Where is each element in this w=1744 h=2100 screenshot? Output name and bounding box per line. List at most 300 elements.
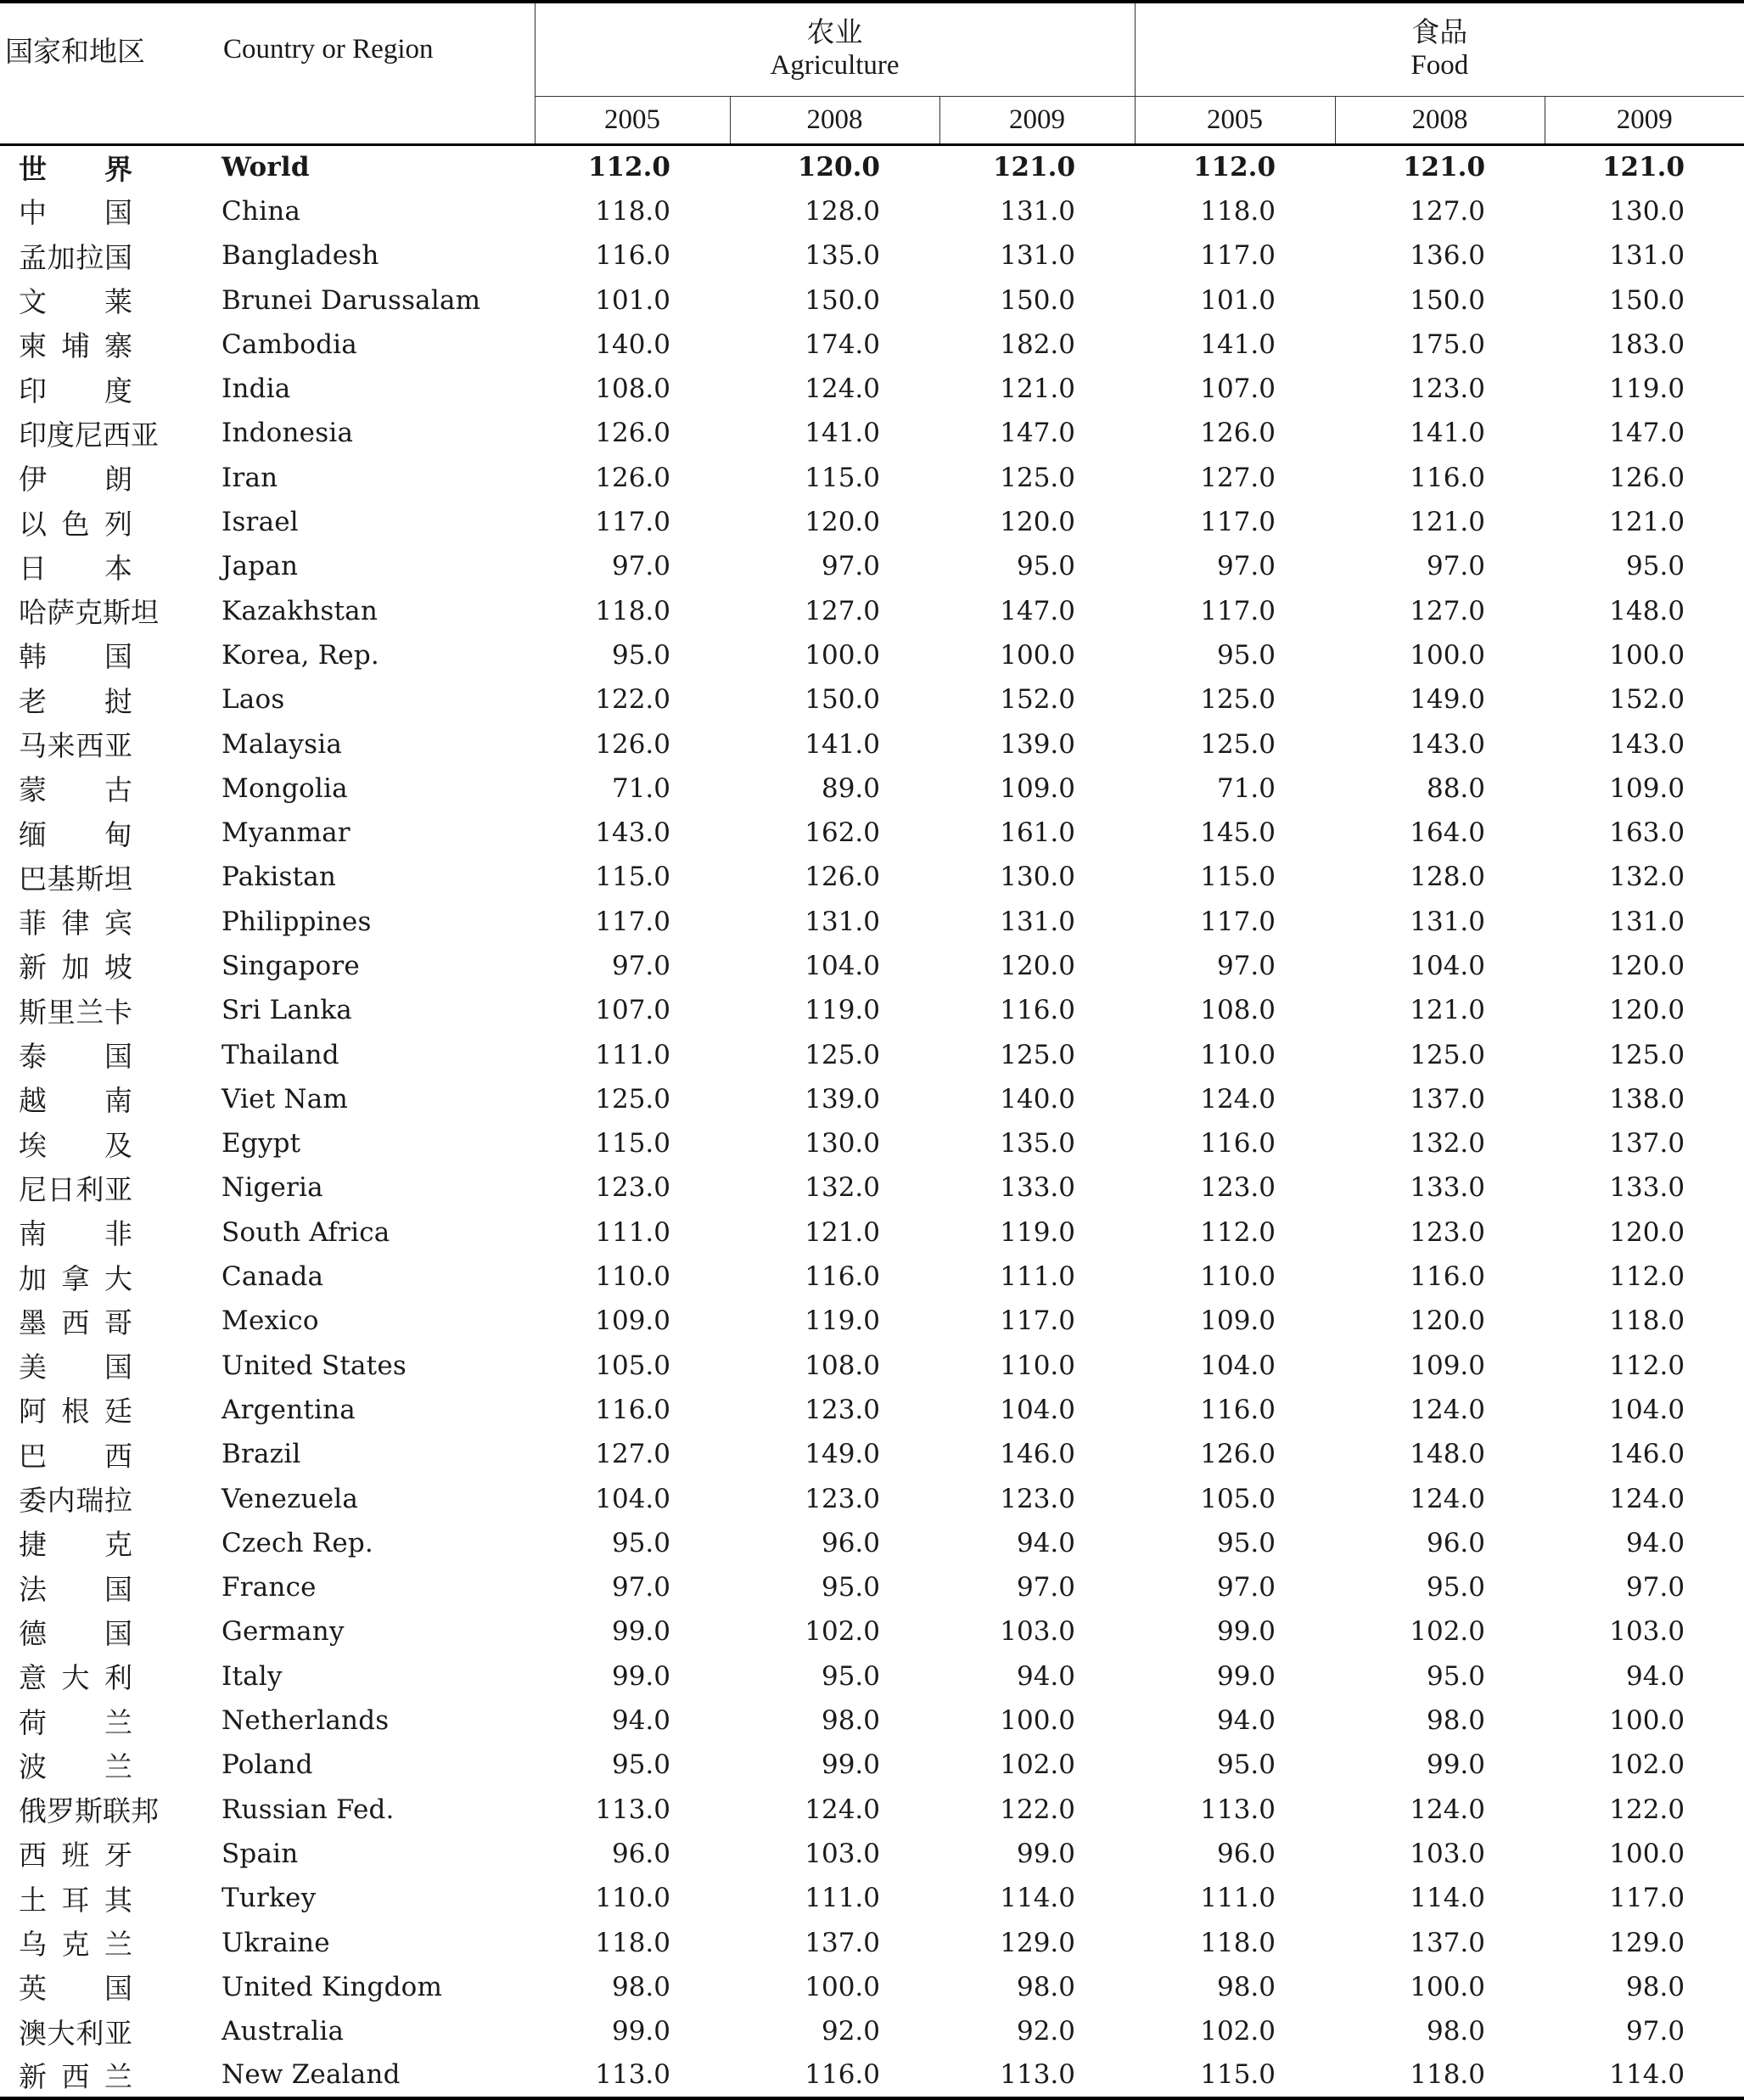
agriculture-index-cell: 135.0 xyxy=(805,240,880,272)
food-index-cell: 138.0 xyxy=(1609,1083,1685,1115)
food-index-cell: 114.0 xyxy=(1545,2053,1744,2097)
food-index-cell: 126.0 xyxy=(1200,418,1276,449)
food-index-cell: 109.0 xyxy=(1200,1305,1276,1337)
country-name-en: United States xyxy=(222,1350,407,1381)
column-header-cn-label: 国家和地区 xyxy=(5,37,145,69)
country-name-en: Kazakhstan xyxy=(222,595,379,626)
food-index-cell: 132.0 xyxy=(1609,862,1685,893)
food-index-cell: 104.0 xyxy=(1609,1394,1685,1425)
table-row xyxy=(0,1032,1744,1076)
column-header-cn xyxy=(0,2,215,97)
agriculture-index-cell: 117.0 xyxy=(595,906,670,937)
food-index-cell: 100.0 xyxy=(1609,1838,1685,1869)
food-index-cell: 110.0 xyxy=(1200,1039,1276,1070)
agriculture-index-cell: 116.0 xyxy=(730,2053,939,2097)
food-index-cell: 109.0 xyxy=(1609,772,1685,804)
country-name-cn xyxy=(0,278,215,322)
agriculture-index-cell: 111.0 xyxy=(595,1039,670,1070)
food-index-cell: 71.0 xyxy=(1216,772,1276,804)
country-name-en: South Africa xyxy=(222,1216,390,1248)
agriculture-index-cell: 122.0 xyxy=(595,684,670,716)
food-index-cell: 97.0 xyxy=(1626,1572,1685,1603)
food-index-cell: 183.0 xyxy=(1609,328,1685,360)
agriculture-index-cell: 110.0 xyxy=(1000,1350,1076,1381)
agriculture-index-cell: 112.0 xyxy=(587,152,670,183)
table-row xyxy=(0,1210,1744,1255)
country-name-cn-text: 澳大利亚 xyxy=(19,2019,132,2050)
country-name-cn xyxy=(0,1210,215,1255)
agriculture-index-cell: 95.0 xyxy=(821,1572,880,1603)
agriculture-index-cell: 97.0 xyxy=(611,950,670,981)
agriculture-index-cell: 182.0 xyxy=(1000,328,1076,360)
country-name-cn xyxy=(0,1876,215,1920)
food-index-cell: 126.0 xyxy=(1200,1439,1276,1470)
food-index-cell: 94.0 xyxy=(1626,1527,1685,1558)
country-name-cn-text: 柬埔寨 xyxy=(19,332,132,363)
food-index-cell: 120.0 xyxy=(1609,995,1685,1026)
food-index-cell: 98.0 xyxy=(1426,2016,1486,2047)
agriculture-index-cell: 105.0 xyxy=(595,1350,670,1381)
country-name-cn xyxy=(0,677,215,722)
country-name-cn xyxy=(0,944,215,988)
food-index-cell: 137.0 xyxy=(1410,1083,1486,1115)
country-name-cn-text: 斯里兰卡 xyxy=(19,997,132,1029)
country-name-cn-text: 土耳其 xyxy=(19,1885,132,1917)
food-index-cell: 104.0 xyxy=(1200,1350,1276,1381)
country-name-cn-text: 英国 xyxy=(19,1974,132,2006)
country-name-cn-text: 尼日利亚 xyxy=(19,1175,132,1206)
country-name-cn xyxy=(0,1344,215,1388)
food-index-cell: 116.0 xyxy=(1410,1261,1486,1293)
year-header: 2005 xyxy=(535,97,730,145)
group-header-agriculture-en: Agriculture xyxy=(535,50,1135,97)
food-index-cell: 118.0 xyxy=(1335,2053,1545,2097)
food-index-cell: 123.0 xyxy=(1200,1172,1276,1204)
agriculture-index-cell: 113.0 xyxy=(535,2053,730,2097)
food-index-cell: 112.0 xyxy=(1609,1350,1685,1381)
table-row xyxy=(0,633,1744,677)
country-name-cn-text: 巴西 xyxy=(19,1441,132,1473)
country-name-cn xyxy=(0,1299,215,1343)
country-name-en: Malaysia xyxy=(222,728,343,760)
food-index-cell: 147.0 xyxy=(1609,418,1685,449)
agriculture-index-cell: 140.0 xyxy=(1000,1083,1076,1115)
agriculture-index-cell: 120.0 xyxy=(1000,507,1076,538)
food-index-cell: 101.0 xyxy=(1200,284,1276,316)
food-index-cell: 105.0 xyxy=(1200,1483,1276,1514)
agriculture-index-cell: 119.0 xyxy=(1000,1216,1076,1248)
country-name-en: Singapore xyxy=(222,950,360,981)
agriculture-index-cell: 95.0 xyxy=(611,1749,670,1781)
table-header xyxy=(0,2,1744,145)
table-row xyxy=(0,588,1744,632)
food-index-cell: 97.0 xyxy=(1216,551,1276,582)
agriculture-index-cell: 113.0 xyxy=(595,1794,670,1825)
food-index-cell: 116.0 xyxy=(1200,1394,1276,1425)
food-index-cell: 136.0 xyxy=(1410,240,1486,272)
agriculture-index-cell: 99.0 xyxy=(611,1660,670,1692)
country-name-cn-text: 文莱 xyxy=(19,288,132,319)
year-header: 2009 xyxy=(1545,97,1744,145)
agriculture-index-cell: 125.0 xyxy=(1000,1039,1076,1070)
country-name-en: Viet Nam xyxy=(222,1083,349,1115)
country-name-cn xyxy=(0,2009,215,2053)
country-name-cn xyxy=(0,1787,215,1831)
food-index-cell: 116.0 xyxy=(1410,462,1486,493)
table-row xyxy=(0,1165,1744,1210)
agriculture-index-cell: 99.0 xyxy=(611,2016,670,2047)
country-name-cn-text: 印度尼西亚 xyxy=(19,420,159,452)
group-header-agriculture-cn: 农业 xyxy=(535,2,1135,50)
country-name-en: Mongolia xyxy=(222,772,348,804)
agriculture-index-cell: 141.0 xyxy=(805,418,880,449)
country-name-en: Canada xyxy=(222,1261,324,1293)
country-name-cn xyxy=(0,1743,215,1787)
country-name-en: Spain xyxy=(222,1838,299,1869)
agriculture-index-cell: 161.0 xyxy=(1000,817,1076,849)
country-name-cn xyxy=(0,323,215,367)
food-index-cell: 121.0 xyxy=(1410,995,1486,1026)
food-index-cell: 120.0 xyxy=(1410,1305,1486,1337)
agriculture-index-cell: 150.0 xyxy=(805,284,880,316)
food-index-cell: 127.0 xyxy=(1410,595,1486,626)
food-index-cell: 100.0 xyxy=(1410,639,1486,671)
food-index-cell: 125.0 xyxy=(1410,1039,1486,1070)
agriculture-index-cell: 125.0 xyxy=(805,1039,880,1070)
agriculture-index-cell: 104.0 xyxy=(1000,1394,1076,1425)
food-index-cell: 131.0 xyxy=(1410,906,1486,937)
group-header-food-cn: 食品 xyxy=(1135,2,1744,50)
food-index-cell: 137.0 xyxy=(1609,1128,1685,1159)
agriculture-index-cell: 101.0 xyxy=(595,284,670,316)
food-index-cell: 130.0 xyxy=(1609,195,1685,227)
agriculture-index-cell: 117.0 xyxy=(1000,1305,1076,1337)
country-name-cn-text: 埃及 xyxy=(19,1131,132,1162)
food-index-cell: 122.0 xyxy=(1609,1794,1685,1825)
food-index-cell: 117.0 xyxy=(1200,906,1276,937)
country-name-cn-text: 世界 xyxy=(19,154,132,186)
agriculture-index-cell: 118.0 xyxy=(595,1927,670,1958)
country-name-cn-text: 孟加拉国 xyxy=(19,243,132,274)
agriculture-index-cell: 126.0 xyxy=(805,862,880,893)
food-index-cell: 131.0 xyxy=(1609,240,1685,272)
country-name-cn-text: 日本 xyxy=(19,553,132,585)
agriculture-index-cell: 97.0 xyxy=(611,551,670,582)
agriculture-index-cell: 92.0 xyxy=(1016,2016,1076,2047)
country-name-en: Brunei Darussalam xyxy=(222,284,481,316)
agriculture-index-cell: 116.0 xyxy=(805,1261,880,1293)
country-name-cn xyxy=(0,766,215,811)
food-index-cell: 131.0 xyxy=(1609,906,1685,937)
food-index-cell: 120.0 xyxy=(1609,950,1685,981)
country-name-en: Sri Lanka xyxy=(222,995,352,1026)
country-name-en: Korea, Rep. xyxy=(222,639,379,671)
country-name-en: Indonesia xyxy=(222,418,354,449)
table-row xyxy=(0,1476,1744,1520)
country-name-cn xyxy=(0,456,215,500)
table-row xyxy=(0,278,1744,322)
country-name-en: Australia xyxy=(222,2016,345,2047)
agriculture-index-cell: 126.0 xyxy=(595,418,670,449)
agriculture-index-cell: 131.0 xyxy=(1000,906,1076,937)
food-index-cell: 152.0 xyxy=(1609,684,1685,716)
country-name-en: Egypt xyxy=(222,1128,301,1159)
food-index-cell: 112.0 xyxy=(1609,1261,1685,1293)
country-name-cn xyxy=(0,1832,215,1876)
agriculture-index-cell: 97.0 xyxy=(611,1572,670,1603)
country-name-en: Israel xyxy=(222,507,299,538)
food-index-cell: 124.0 xyxy=(1200,1083,1276,1115)
food-index-cell: 148.0 xyxy=(1609,595,1685,626)
agriculture-index-cell: 102.0 xyxy=(805,1616,880,1648)
food-index-cell: 95.0 xyxy=(1426,1660,1486,1692)
country-name-en: Mexico xyxy=(222,1305,319,1337)
country-name-cn-text: 捷克 xyxy=(19,1530,132,1562)
agriculture-index-cell: 95.0 xyxy=(1016,551,1076,582)
agriculture-index-cell: 119.0 xyxy=(805,995,880,1026)
table-row xyxy=(0,1876,1744,1920)
agriculture-index-cell: 126.0 xyxy=(595,728,670,760)
country-name-cn xyxy=(0,2053,215,2097)
agriculture-index-cell: 100.0 xyxy=(805,639,880,671)
country-name-cn xyxy=(0,1255,215,1299)
agriculture-index-cell: 147.0 xyxy=(1000,595,1076,626)
country-name-cn-text: 巴基斯坦 xyxy=(19,864,132,896)
agriculture-index-cell: 130.0 xyxy=(805,1128,880,1159)
country-name-en: World xyxy=(222,152,310,183)
food-index-cell: 99.0 xyxy=(1426,1749,1486,1781)
table-row xyxy=(0,323,1744,367)
table-row xyxy=(0,500,1744,544)
food-index-cell: 129.0 xyxy=(1609,1927,1685,1958)
country-name-cn xyxy=(0,1032,215,1076)
agriculture-index-cell: 100.0 xyxy=(805,1971,880,2002)
agriculture-index-cell: 121.0 xyxy=(992,152,1076,183)
agriculture-index-cell: 97.0 xyxy=(1016,1572,1076,1603)
food-index-cell: 148.0 xyxy=(1410,1439,1486,1470)
agriculture-index-cell: 133.0 xyxy=(1000,1172,1076,1204)
agriculture-index-cell: 146.0 xyxy=(1000,1439,1076,1470)
agriculture-index-cell: 120.0 xyxy=(797,152,880,183)
agriculture-index-cell: 131.0 xyxy=(1000,195,1076,227)
food-index-cell: 96.0 xyxy=(1216,1838,1276,1869)
agriculture-index-cell: 150.0 xyxy=(805,684,880,716)
food-index-cell: 109.0 xyxy=(1410,1350,1486,1381)
food-index-cell: 128.0 xyxy=(1410,862,1486,893)
food-index-cell: 116.0 xyxy=(1200,1128,1276,1159)
agriculture-index-cell: 128.0 xyxy=(805,195,880,227)
country-name-en: Japan xyxy=(222,551,299,582)
country-name-en: Nigeria xyxy=(222,1172,323,1204)
country-name-cn-text: 荷兰 xyxy=(19,1708,132,1739)
table-row xyxy=(0,233,1744,278)
agriculture-index-cell: 141.0 xyxy=(805,728,880,760)
agriculture-index-cell: 98.0 xyxy=(1016,1971,1076,2002)
table-row xyxy=(0,2053,1744,2097)
food-index-cell: 133.0 xyxy=(1609,1172,1685,1204)
table-row xyxy=(0,1255,1744,1299)
food-index-cell: 98.0 xyxy=(1626,1971,1685,2002)
country-name-en: Iran xyxy=(222,462,278,493)
country-name-en: China xyxy=(222,195,301,227)
table-row xyxy=(0,1787,1744,1831)
food-index-cell: 103.0 xyxy=(1410,1838,1486,1869)
country-name-en: Germany xyxy=(222,1616,345,1648)
country-name-cn-text: 西班牙 xyxy=(19,1841,132,1873)
food-index-cell: 127.0 xyxy=(1410,195,1486,227)
agriculture-index-cell: 124.0 xyxy=(805,1794,880,1825)
food-index-cell: 110.0 xyxy=(1200,1261,1276,1293)
agriculture-index-cell: 104.0 xyxy=(595,1483,670,1514)
agriculture-index-cell: 124.0 xyxy=(805,373,880,405)
food-index-cell: 98.0 xyxy=(1426,1705,1486,1737)
country-name-cn-text: 越南 xyxy=(19,1086,132,1118)
agriculture-index-cell: 131.0 xyxy=(1000,240,1076,272)
food-index-cell: 125.0 xyxy=(1200,728,1276,760)
agriculture-index-cell: 98.0 xyxy=(821,1705,880,1737)
agriculture-index-cell: 96.0 xyxy=(821,1527,880,1558)
agriculture-index-cell: 147.0 xyxy=(1000,418,1076,449)
agriculture-index-cell: 95.0 xyxy=(611,639,670,671)
agriculture-index-cell: 132.0 xyxy=(805,1172,880,1204)
country-name-cn-text: 菲律宾 xyxy=(19,909,132,941)
country-name-cn xyxy=(0,233,215,278)
country-name-en: Russian Fed. xyxy=(222,1794,395,1825)
country-name-cn-text: 阿根廷 xyxy=(19,1397,132,1429)
table-row xyxy=(0,811,1744,855)
agriculture-index-cell: 94.0 xyxy=(1016,1660,1076,1692)
country-name-cn-text: 美国 xyxy=(19,1353,132,1384)
country-name-cn xyxy=(0,811,215,855)
year-header: 2008 xyxy=(1335,97,1545,145)
food-index-cell: 102.0 xyxy=(1410,1616,1486,1648)
agriculture-index-cell: 140.0 xyxy=(595,328,670,360)
country-name-cn xyxy=(0,1077,215,1121)
food-index-cell: 125.0 xyxy=(1200,684,1276,716)
country-name-cn-text: 泰国 xyxy=(19,1042,132,1074)
food-index-cell: 100.0 xyxy=(1410,1971,1486,2002)
agriculture-index-cell: 99.0 xyxy=(1016,1838,1076,1869)
agriculture-index-cell: 102.0 xyxy=(1000,1749,1076,1781)
food-index-cell: 114.0 xyxy=(1410,1883,1486,1914)
food-index-cell: 103.0 xyxy=(1609,1616,1685,1648)
country-name-en: Philippines xyxy=(222,906,372,937)
country-name-cn xyxy=(0,1521,215,1565)
table-row xyxy=(0,722,1744,766)
table-body xyxy=(0,145,1744,2098)
agriculture-index-cell: 152.0 xyxy=(1000,684,1076,716)
food-index-cell: 95.0 xyxy=(1426,1572,1486,1603)
food-index-cell: 120.0 xyxy=(1609,1216,1685,1248)
food-index-cell: 126.0 xyxy=(1609,462,1685,493)
food-index-cell: 124.0 xyxy=(1410,1794,1486,1825)
food-index-cell: 124.0 xyxy=(1410,1483,1486,1514)
country-name-cn-text: 缅甸 xyxy=(19,820,132,851)
agriculture-index-cell: 122.0 xyxy=(1000,1794,1076,1825)
table-row xyxy=(0,1121,1744,1165)
food-index-cell: 117.0 xyxy=(1200,240,1276,272)
food-index-cell: 99.0 xyxy=(1216,1660,1276,1692)
agriculture-index-cell: 99.0 xyxy=(821,1749,880,1781)
food-index-cell: 121.0 xyxy=(1410,507,1486,538)
agriculture-index-cell: 110.0 xyxy=(595,1261,670,1293)
food-index-cell: 175.0 xyxy=(1410,328,1486,360)
agriculture-index-cell: 120.0 xyxy=(1000,950,1076,981)
country-name-en: France xyxy=(222,1572,317,1603)
agriculture-index-cell: 139.0 xyxy=(1000,728,1076,760)
table-row xyxy=(0,367,1744,411)
agriculture-index-cell: 116.0 xyxy=(1000,995,1076,1026)
country-name-en: India xyxy=(222,373,291,405)
country-name-en: Ukraine xyxy=(222,1927,330,1958)
agriculture-index-cell: 127.0 xyxy=(595,1439,670,1470)
country-name-en: Turkey xyxy=(222,1883,317,1914)
country-name-cn-text: 墨西哥 xyxy=(19,1308,132,1339)
agriculture-index-cell: 120.0 xyxy=(805,507,880,538)
country-name-cn xyxy=(0,189,215,233)
agriculture-index-cell: 103.0 xyxy=(805,1838,880,1869)
country-name-cn-text: 新加坡 xyxy=(19,953,132,985)
food-index-cell: 94.0 xyxy=(1626,1660,1685,1692)
agriculture-index-cell: 131.0 xyxy=(805,906,880,937)
agriculture-index-cell: 125.0 xyxy=(595,1083,670,1115)
agriculture-index-cell: 94.0 xyxy=(611,1705,670,1737)
agriculture-index-cell: 123.0 xyxy=(805,1394,880,1425)
food-index-cell: 97.0 xyxy=(1216,1572,1276,1603)
food-index-cell: 125.0 xyxy=(1609,1039,1685,1070)
table-row xyxy=(0,855,1744,899)
country-name-en: Myanmar xyxy=(222,817,350,849)
country-name-cn-text: 哈萨克斯坦 xyxy=(19,598,159,630)
year-header: 2005 xyxy=(1135,97,1335,145)
column-header-en-label: Country or Region xyxy=(223,34,434,65)
food-index-cell: 149.0 xyxy=(1410,684,1486,716)
table-row xyxy=(0,1743,1744,1787)
table-row xyxy=(0,988,1744,1032)
country-name-cn xyxy=(0,544,215,588)
agriculture-index-cell: 135.0 xyxy=(1000,1128,1076,1159)
food-index-cell: 133.0 xyxy=(1410,1172,1486,1204)
country-name-cn-text: 以色列 xyxy=(19,509,132,541)
country-name-cn xyxy=(0,411,215,455)
agriculture-index-cell: 104.0 xyxy=(805,950,880,981)
country-name-cn xyxy=(0,855,215,899)
year-header: 2008 xyxy=(730,97,939,145)
food-index-cell: 115.0 xyxy=(1200,862,1276,893)
food-index-cell: 164.0 xyxy=(1410,817,1486,849)
food-index-cell: 118.0 xyxy=(1200,195,1276,227)
food-index-cell: 143.0 xyxy=(1609,728,1685,760)
country-name-cn xyxy=(0,1565,215,1609)
country-name-cn-text: 新西兰 xyxy=(19,2062,132,2093)
country-name-cn-text: 委内瑞拉 xyxy=(19,1486,132,1518)
table-row xyxy=(0,1832,1744,1876)
agriculture-index-cell: 125.0 xyxy=(1000,462,1076,493)
country-name-en: Bangladesh xyxy=(222,240,379,272)
agriculture-index-cell: 95.0 xyxy=(611,1527,670,1558)
country-name-en: Poland xyxy=(222,1749,313,1781)
country-name-cn-text: 意大利 xyxy=(19,1664,132,1695)
table-row xyxy=(0,1077,1744,1121)
food-index-cell: 94.0 xyxy=(1216,1705,1276,1737)
agriculture-index-cell: 97.0 xyxy=(821,551,880,582)
agriculture-index-cell: 114.0 xyxy=(1000,1883,1076,1914)
year-header: 2009 xyxy=(939,97,1135,145)
header-row-years xyxy=(0,97,1744,145)
country-name-cn-text: 乌克兰 xyxy=(19,1930,132,1962)
country-name-cn xyxy=(0,1432,215,1476)
country-name-cn xyxy=(0,588,215,632)
